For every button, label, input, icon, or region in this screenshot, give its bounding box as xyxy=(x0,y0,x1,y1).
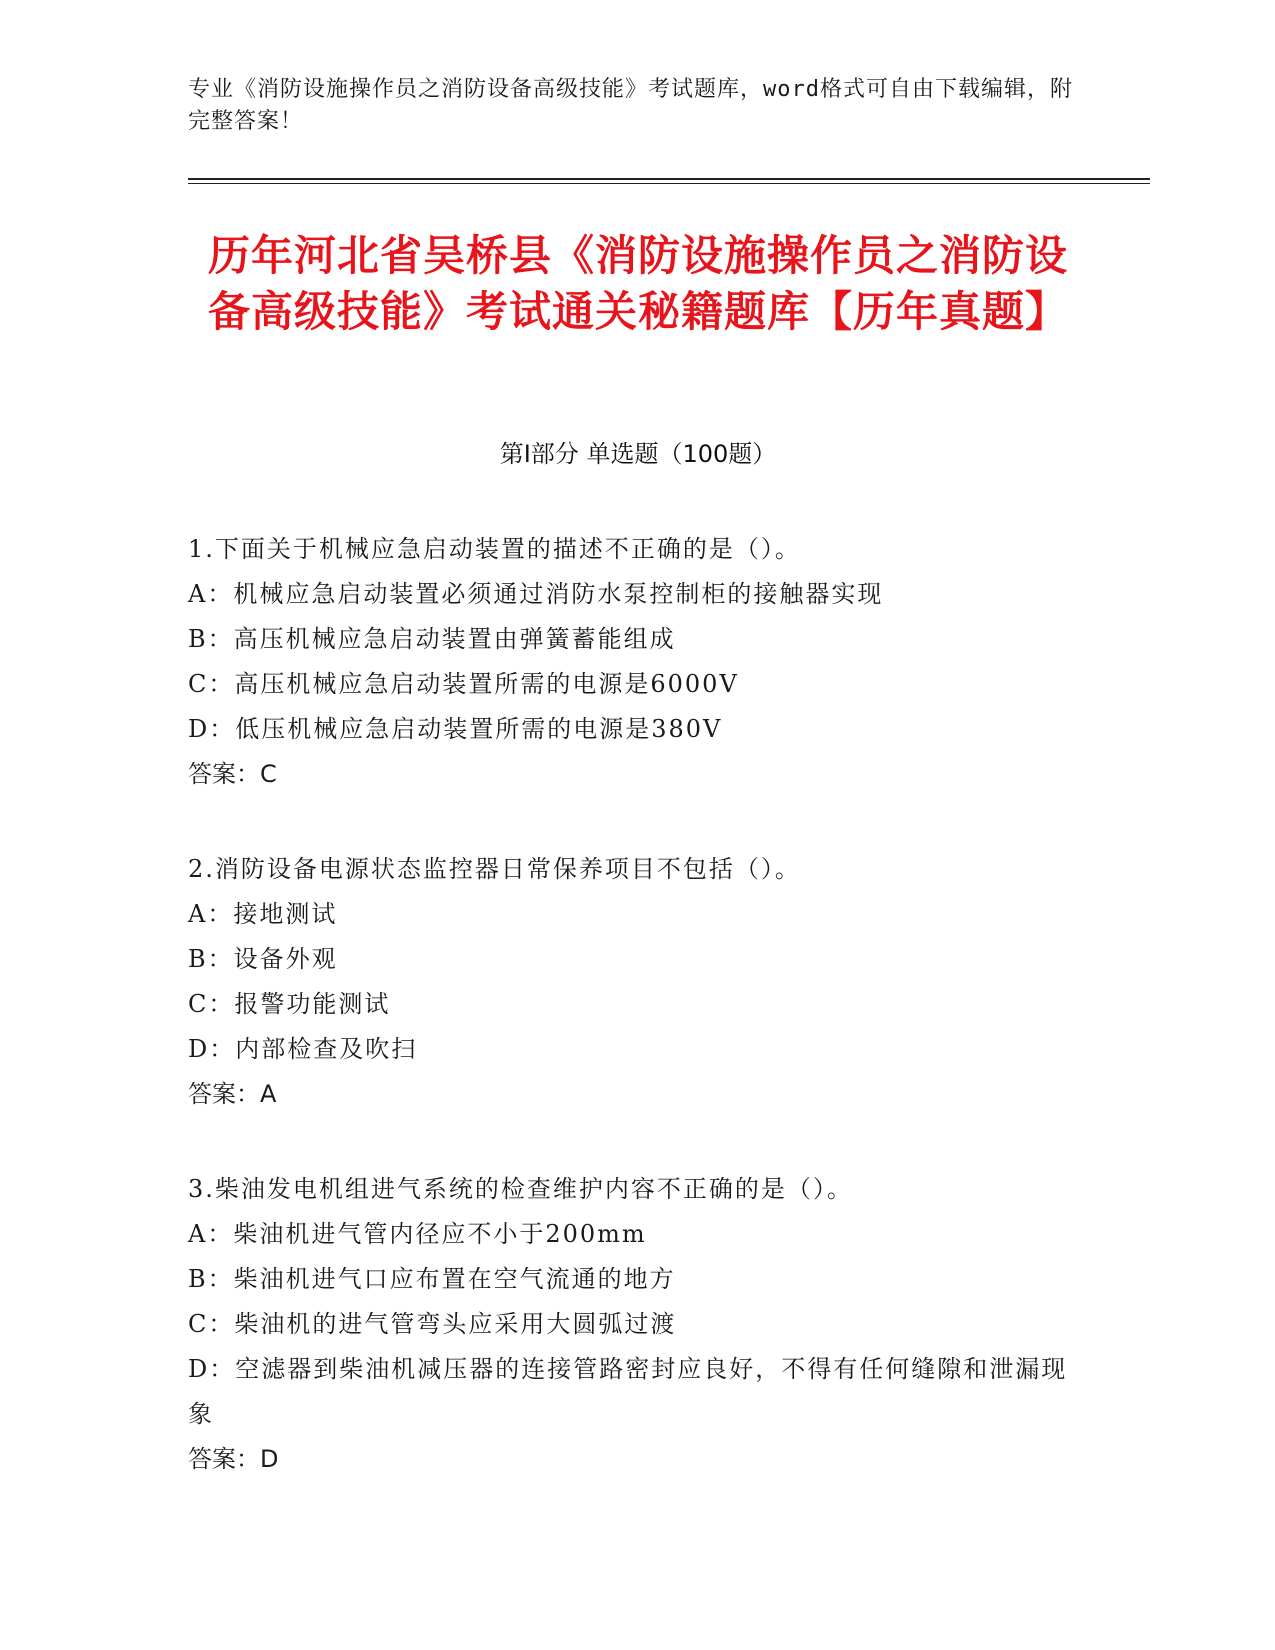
option-a: A：接地测试 xyxy=(188,900,338,928)
question-stem: 1.下面关于机械应急启动装置的描述不正确的是（）。 xyxy=(188,535,801,563)
header-divider-thick xyxy=(188,178,1150,180)
header-note: 专业《消防设施操作员之消防设备高级技能》考试题库，word格式可自由下载编辑，附完整答案！ xyxy=(188,77,1073,134)
option-b: B：柴油机进气口应布置在空气流通的地方 xyxy=(188,1265,676,1293)
option-b: B：设备外观 xyxy=(188,945,338,973)
question-item xyxy=(188,527,1088,797)
header-divider-thin xyxy=(188,183,1150,184)
option-d: D：内部检查及吹扫 xyxy=(188,1035,418,1063)
answer-line: 答案：A xyxy=(188,1080,277,1108)
option-d: D：低压机械应急启动装置所需的电源是380V xyxy=(188,715,723,743)
option-c: C：柴油机的进气管弯头应采用大圆弧过渡 xyxy=(188,1310,677,1338)
option-c: C：高压机械应急启动装置所需的电源是6000V xyxy=(188,670,739,698)
question-item xyxy=(188,1167,1088,1482)
answer-line: 答案：C xyxy=(188,760,277,788)
question-stem: 3.柴油发电机组进气系统的检查维护内容不正确的是（）。 xyxy=(188,1175,853,1203)
question-list xyxy=(188,527,1088,1532)
answer-line: 答案：D xyxy=(188,1445,279,1473)
document-title: 历年河北省吴桥县《消防设施操作员之消防设备高级技能》考试通关秘籍题库【历年真题】 xyxy=(207,231,1068,336)
option-d: D：空滤器到柴油机减压器的连接管路密封应良好，不得有任何缝隙和泄漏现象 xyxy=(188,1355,1068,1428)
question-stem: 2.消防设备电源状态监控器日常保养项目不包括（）。 xyxy=(188,855,801,883)
option-a: A：柴油机进气管内径应不小于200mm xyxy=(188,1220,647,1248)
option-b: B：高压机械应急启动装置由弹簧蓄能组成 xyxy=(188,625,676,653)
option-c: C：报警功能测试 xyxy=(188,990,391,1018)
question-item xyxy=(188,847,1088,1117)
section-title: 第I部分 单选题（100题） xyxy=(499,440,777,468)
option-a: A：机械应急启动装置必须通过消防水泵控制柜的接触器实现 xyxy=(188,580,884,608)
